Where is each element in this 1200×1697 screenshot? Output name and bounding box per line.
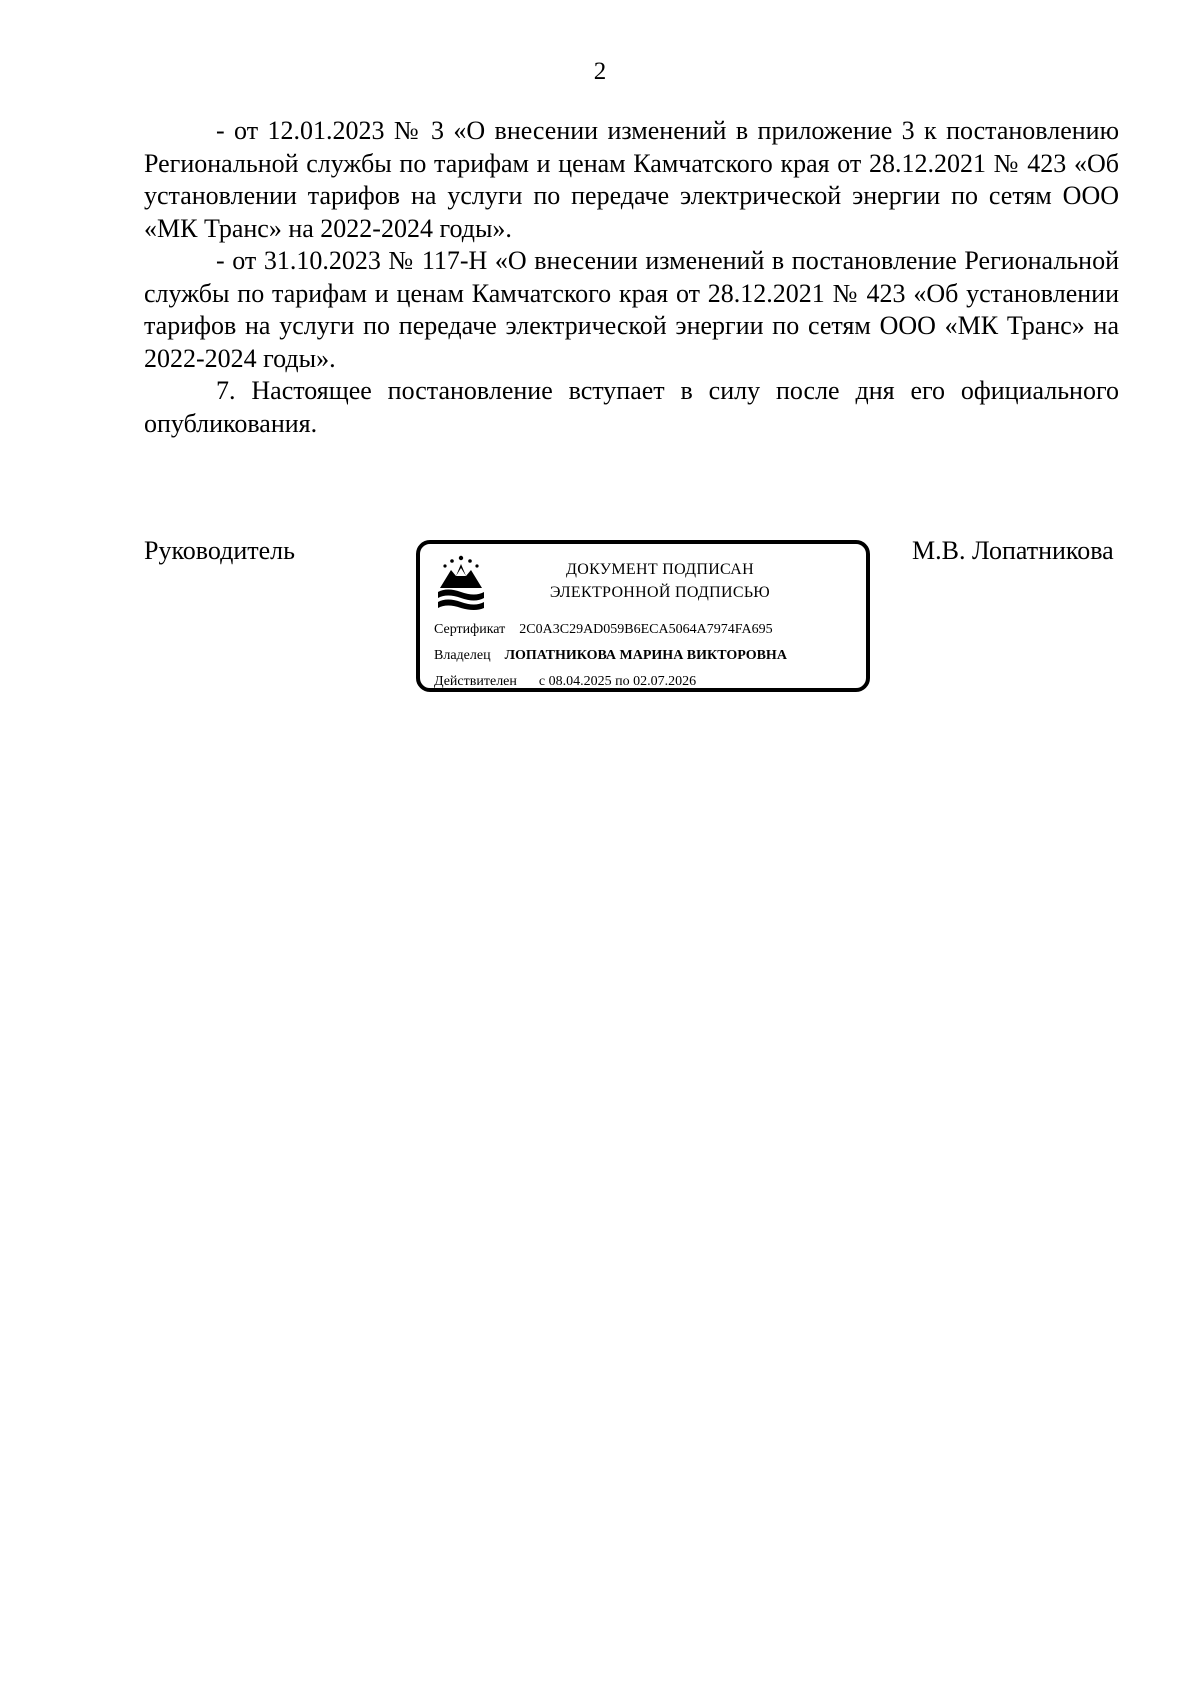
stamp-validity-row [434,674,696,690]
stamp-owner-row [434,648,787,664]
stamp-certificate-row [434,622,773,638]
validity-value: с 08.04.2025 по 02.07.2026 [538,674,697,689]
validity-label: Действителен [434,674,517,689]
certificate-value: 2C0A3C29AD059B6ECA5064A7974FA695 [519,622,773,637]
paragraph-effective-date: 7. Настоящее постановление вступает в силу после дня его официального опубликования. [144,376,1119,438]
signer-title: Руководитель [144,536,295,565]
electronic-signature-stamp [416,540,870,692]
paragraph-amendment-1: - от 12.01.2023 № 3 «О внесении изменений в приложение 3 к постановлению Региональной службы по тарифам и ценам Камчатского края от 28.12.2021 № 423 «Об установлении тарифов на услуги по передаче электрической энергии по сетям ООО «МК Транс» на 2022-2024 годы». [144,116,1119,243]
stamp-heading [510,558,810,604]
document-body [144,115,1119,440]
page-number: 2 [593,58,607,85]
signer-name: М.В. Лопатникова [912,536,1114,565]
signature-block [0,536,1200,696]
paragraph-amendment-2: - от 31.10.2023 № 117-Н «О внесении изменений в постановление Региональной службы по тарифам и ценам Камчатского края от 28.12.2021 № 423 «Об установлении тарифов на услуги по передаче электрической энергии по сетям ООО «МК Транс» на 2022-2024 годы». [144,246,1119,373]
kamchatka-emblem-icon [434,554,488,612]
owner-value: ЛОПАТНИКОВА МАРИНА ВИКТОРОВНА [504,648,787,663]
certificate-label: Сертификат [434,622,506,637]
stamp-heading-line-2: ЭЛЕКТРОННОЙ ПОДПИСЬЮ [549,584,771,601]
stamp-heading-line-1: ДОКУМЕНТ ПОДПИСАН [566,561,754,578]
owner-label: Владелец [434,648,491,663]
